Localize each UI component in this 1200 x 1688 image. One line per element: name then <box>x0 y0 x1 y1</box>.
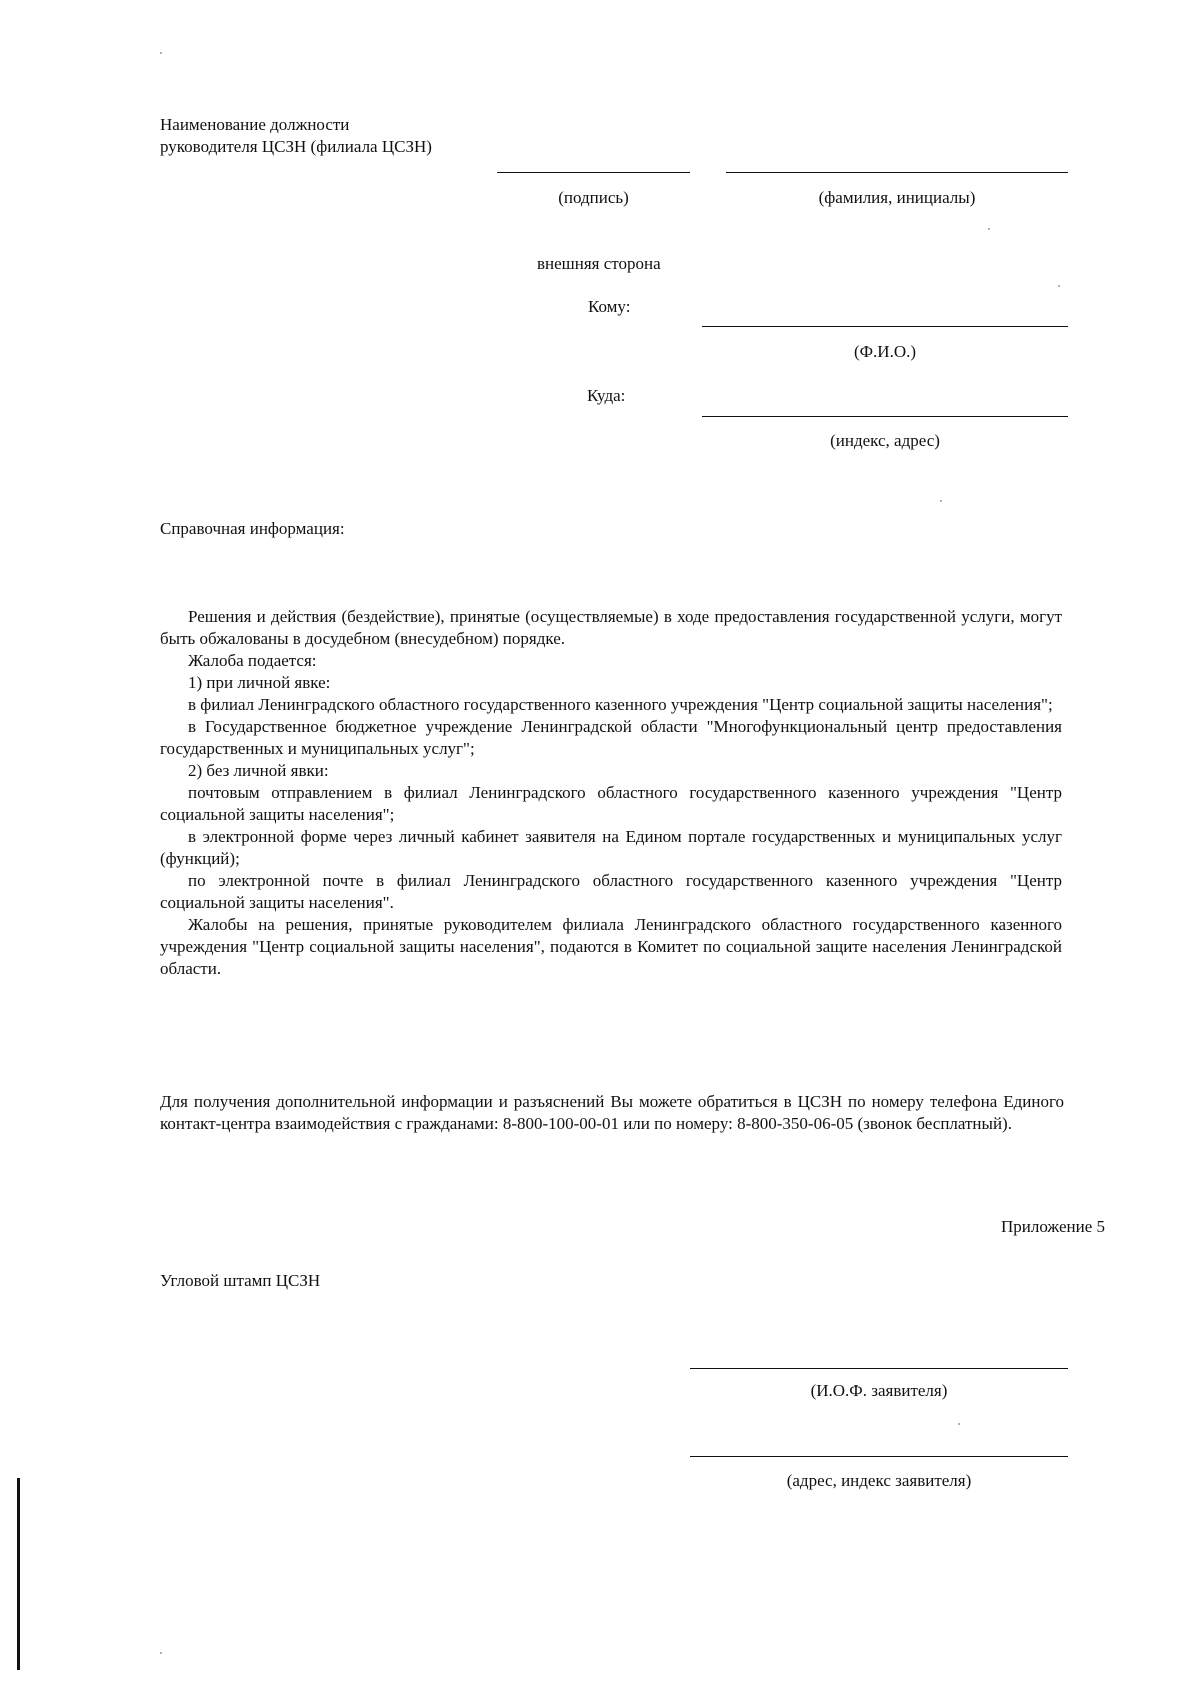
complaint-procedure <box>160 606 1062 980</box>
paragraph: Жалоба подается: <box>188 651 317 670</box>
scan-speck <box>958 1423 960 1425</box>
name-line <box>726 172 1068 173</box>
to-caption: (Ф.И.О.) <box>853 342 917 361</box>
position-title-line2: руководителя ЦСЗН (филиала ЦСЗН) <box>160 137 432 156</box>
corner-stamp-label: Угловой штамп ЦСЗН <box>160 1271 321 1290</box>
paragraph: в электронной форме через личный кабинет заявителя на Едином портале государственных и муниципальных услуг (функций); <box>160 827 1062 868</box>
position-title-line1: Наименование должности <box>160 115 350 134</box>
paragraph: 2) без личной явки: <box>188 761 329 780</box>
scan-speck <box>160 1652 162 1654</box>
scan-speck <box>940 500 942 502</box>
where-label: Куда: <box>587 386 626 405</box>
where-caption: (индекс, адрес) <box>830 431 940 450</box>
applicant-name-line <box>690 1368 1068 1369</box>
paragraph: в Государственное бюджетное учреждение Ленинградской области "Многофункциональный центр предоставления государственных и муниципальных услуг"; <box>160 717 1062 758</box>
name-caption: (фамилия, инициалы) <box>818 188 976 207</box>
position-title <box>160 114 432 158</box>
scan-speck <box>1058 285 1060 287</box>
applicant-name-caption: (И.О.Ф. заявителя) <box>810 1381 948 1400</box>
envelope-side-label: внешняя сторона <box>537 254 661 273</box>
where-line <box>702 416 1068 417</box>
signature-line <box>497 172 690 173</box>
applicant-address-line <box>690 1456 1068 1457</box>
to-label: Кому: <box>588 297 631 316</box>
paragraph: в филиал Ленинградского областного государственного казенного учреждения "Центр социальной защиты населения"; <box>188 695 1053 714</box>
signature-caption: (подпись) <box>558 188 629 207</box>
appendix-label: Приложение 5 <box>1001 1217 1105 1236</box>
paragraph: почтовым отправлением в филиал Ленинградского областного государственного казенного учреждения "Центр социальной защиты населения"; <box>160 783 1062 824</box>
scan-speck <box>160 52 162 54</box>
scan-speck <box>988 228 990 230</box>
to-line <box>702 326 1068 327</box>
reference-heading: Справочная информация: <box>160 519 345 538</box>
contact-info: Для получения дополнительной информации и разъяснений Вы можете обратиться в ЦСЗН по номеру телефона Единого контакт-центра взаимодействия с гражданами: 8-800-100-00-01 или по номеру: 8-800-350-06-05 (звонок бесплатный). <box>160 1092 1064 1133</box>
paragraph: Жалобы на решения, принятые руководителем филиала Ленинградского областного государственного казенного учреждения "Центр социальной защиты населения", подаются в Комитет по социальной защите населения Ленинградской области. <box>160 915 1062 978</box>
paragraph: 1) при личной явке: <box>188 673 331 692</box>
paragraph: Решения и действия (бездействие), принятые (осуществляемые) в ходе предоставления государственной услуги, могут быть обжалованы в досудебном (внесудебном) порядке. <box>160 607 1062 648</box>
applicant-address-caption: (адрес, индекс заявителя) <box>786 1471 972 1490</box>
paragraph: по электронной почте в филиал Ленинградского областного государственного казенного учреждения "Центр социальной защиты населения". <box>160 871 1062 912</box>
scan-edge-bar <box>17 1478 20 1670</box>
